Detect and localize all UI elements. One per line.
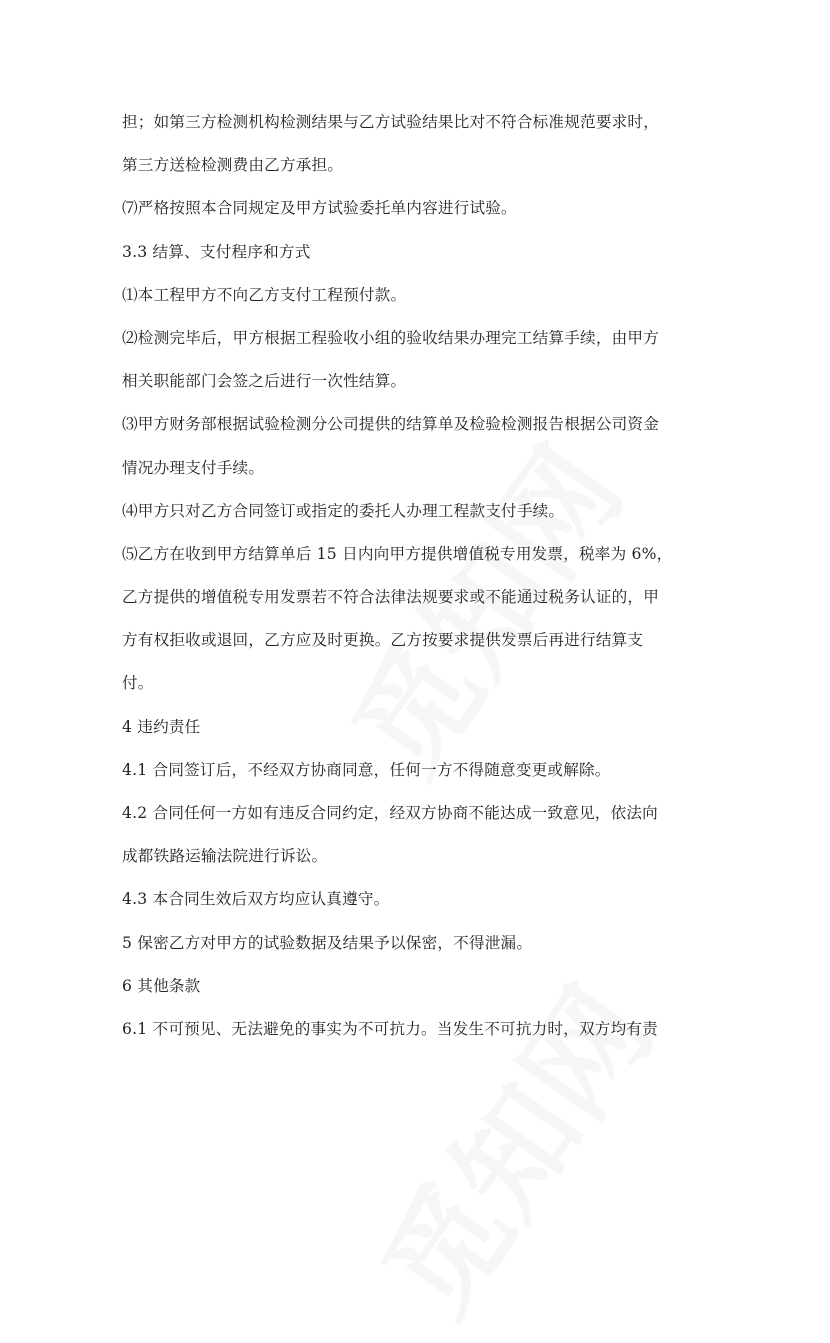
text-line: 3.3 结算、支付程序和方式	[122, 242, 311, 261]
text-line: 成都铁路运输法院进行诉讼。	[122, 847, 328, 866]
text-line: 6.1 不可预见、无法避免的事实为不可抗力。当发生不可抗力时，双方均有责	[122, 1019, 658, 1038]
text-line: 担；如第三方检测机构检测结果与乙方试验结果比对不符合标准规范要求时，	[122, 113, 659, 131]
text-line: 4 违约责任	[122, 717, 201, 736]
text-line: ⑴本工程甲方不向乙方支付工程预付款。	[122, 285, 407, 304]
text-line: 6 其他条款	[122, 976, 201, 995]
text-line: 4.3 本合同生效后双方均应认真遵守。	[122, 890, 390, 909]
document-body	[122, 101, 722, 1051]
text-line: ⑶甲方财务部根据试验检测分公司提供的结算单及检验检测报告根据公司资金	[122, 415, 659, 434]
text-line: ⑸乙方在收到甲方结算单后 15 日内向甲方提供增值税专用发票，税率为 6%，	[122, 544, 673, 563]
text-line: ⑷甲方只对乙方合同签订或指定的委托人办理工程款支付手续。	[122, 501, 565, 520]
text-line: 4.2 合同任何一方如有违反合同约定，经双方协商不能达成一致意见，依法向	[122, 804, 658, 822]
text-line: 4.1 合同签订后，不经双方协商同意，任何一方不得随意变更或解除。	[122, 760, 611, 779]
text-line: ⑵检测完毕后，甲方根据工程验收小组的验收结果办理完工结算手续，由甲方	[122, 328, 659, 347]
text-line: ⑺严格按照本合同规定及甲方试验委托单内容进行试验。	[122, 199, 517, 218]
text-line: 乙方提供的增值税专用发票若不符合法律法规要求或不能通过税务认证的，甲	[122, 588, 659, 607]
text-line: 付。	[122, 674, 154, 693]
text-line: 方有权拒收或退回，乙方应及时更换。乙方按要求提供发票后再进行结算支	[122, 631, 644, 650]
text-line: 情况办理支付手续。	[122, 458, 265, 477]
text-line: 第三方送检检测费由乙方承担。	[122, 156, 344, 175]
text-line: 相关职能部门会签之后进行一次性结算。	[122, 372, 407, 391]
text-line: 5 保密乙方对甲方的试验数据及结果予以保密，不得泄漏。	[122, 933, 533, 952]
